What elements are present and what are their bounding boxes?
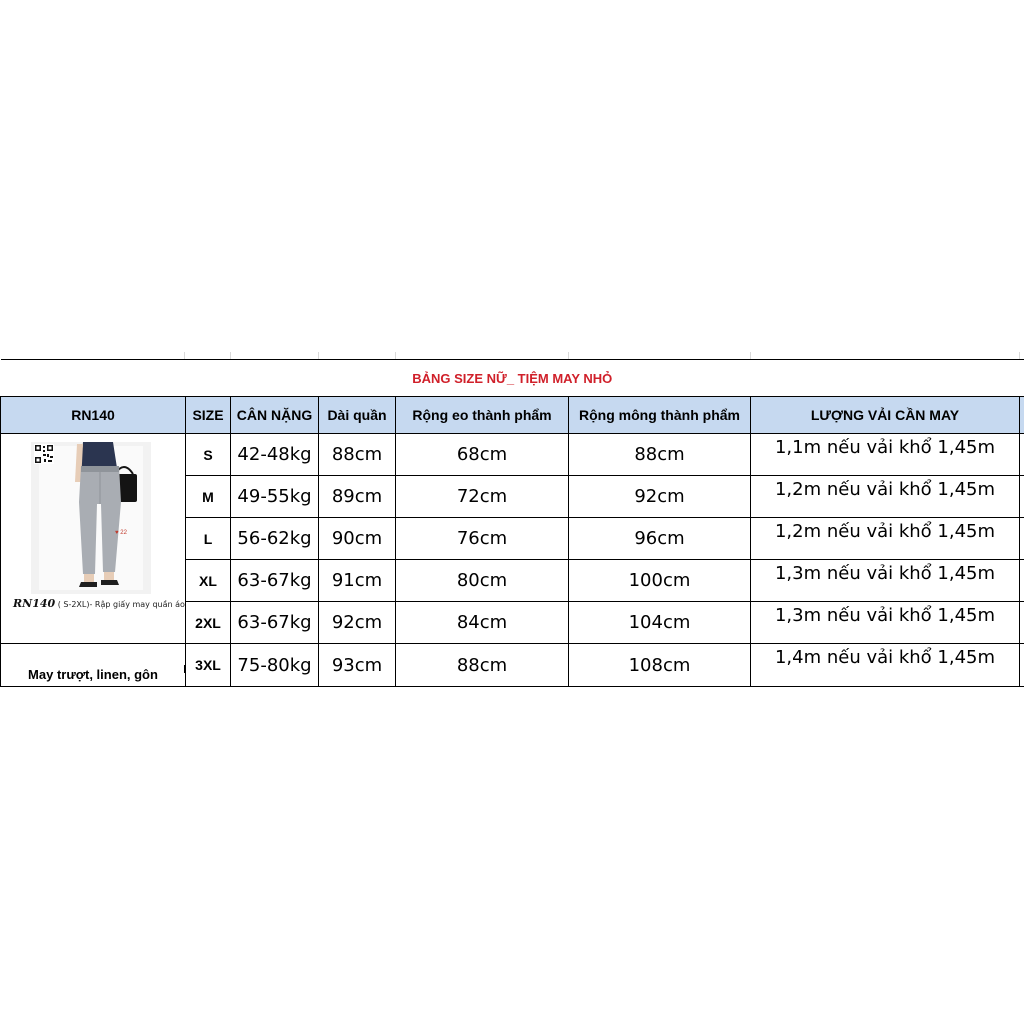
product-code: RN140 (13, 597, 56, 610)
material-note: May trượt, linen, gôn (1, 644, 186, 687)
waist-cell: 88cm (396, 644, 569, 687)
weight-cell: 75-80kg (231, 644, 319, 687)
header-length: Dài quần (319, 397, 396, 434)
qr-code-icon (34, 444, 54, 464)
fabric-cell: 1,4m nếu vải khổ 1,45m (751, 644, 1020, 687)
header-row (1, 397, 1024, 434)
length-cell: 89cm (319, 476, 396, 518)
product-photo (31, 442, 151, 594)
weight-cell: 42-48kg (231, 434, 319, 476)
extra-cell (1020, 434, 1024, 476)
header-extra (1020, 397, 1024, 434)
title-row (1, 360, 1024, 397)
waist-cell: 68cm (396, 434, 569, 476)
extra-cell (1020, 602, 1024, 644)
header-fabric: LƯỢNG VẢI CẦN MAY (751, 397, 1020, 434)
length-cell: 93cm (319, 644, 396, 687)
size-chart-sheet (0, 352, 1024, 682)
weight-cell: 49-55kg (231, 476, 319, 518)
product-caption-text: ( S-2XL)- Rập giấy may quần áo (55, 600, 185, 609)
table-row (1, 434, 1024, 476)
hip-cell: 108cm (569, 644, 751, 687)
fabric-cell: 1,1m nếu vải khổ 1,45m (751, 434, 1020, 476)
size-cell: M (186, 476, 231, 518)
extra-cell (1020, 560, 1024, 602)
fabric-cell: 1,2m nếu vải khổ 1,45m (751, 476, 1020, 518)
waist-cell: 76cm (396, 518, 569, 560)
size-cell: L (186, 518, 231, 560)
fabric-cell: 1,3m nếu vải khổ 1,45m (751, 602, 1020, 644)
hip-cell: 92cm (569, 476, 751, 518)
size-cell: XL (186, 560, 231, 602)
size-table (0, 359, 1024, 687)
hip-cell: 96cm (569, 518, 751, 560)
product-image-cell (1, 434, 186, 644)
waist-cell: 80cm (396, 560, 569, 602)
length-cell: 91cm (319, 560, 396, 602)
header-code: RN140 (1, 397, 186, 434)
extra-cell (1020, 518, 1024, 560)
fabric-cell: 1,3m nếu vải khổ 1,45m (751, 560, 1020, 602)
svg-text:♥ 22: ♥ 22 (115, 530, 127, 536)
size-cell: S (186, 434, 231, 476)
weight-cell: 63-67kg (231, 602, 319, 644)
length-cell: 92cm (319, 602, 396, 644)
header-weight: CÂN NẶNG (231, 397, 319, 434)
extra-cell (1020, 476, 1024, 518)
waist-cell: 84cm (396, 602, 569, 644)
weight-cell: 56-62kg (231, 518, 319, 560)
weight-cell: 63-67kg (231, 560, 319, 602)
hip-cell: 88cm (569, 434, 751, 476)
product-caption (13, 597, 185, 610)
size-cell: 2XL (186, 602, 231, 644)
header-hip: Rộng mông thành phẩm (569, 397, 751, 434)
table-title: BẢNG SIZE NỮ_ TIỆM MAY NHỎ (1, 360, 1024, 397)
hip-cell: 104cm (569, 602, 751, 644)
length-cell: 88cm (319, 434, 396, 476)
fabric-cell: 1,2m nếu vải khổ 1,45m (751, 518, 1020, 560)
size-cell: 3XL (186, 644, 231, 687)
header-waist: Rộng eo thành phẩm (396, 397, 569, 434)
header-size: SIZE (186, 397, 231, 434)
trailing-gridlines (0, 665, 1024, 673)
length-cell: 90cm (319, 518, 396, 560)
waist-cell: 72cm (396, 476, 569, 518)
hip-cell: 100cm (569, 560, 751, 602)
